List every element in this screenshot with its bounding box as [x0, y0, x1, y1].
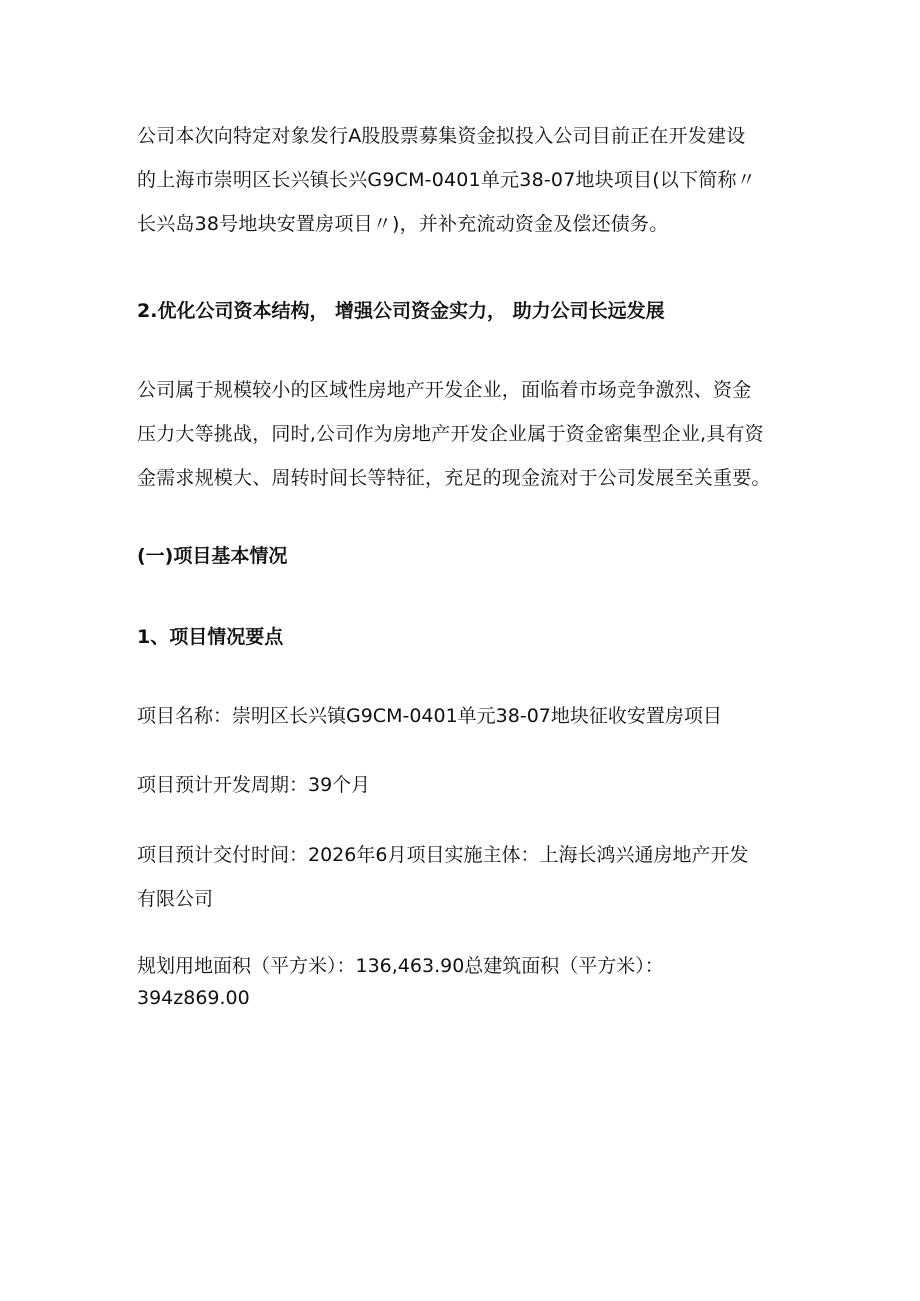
field-project-name: 项目名称：崇明区长兴镇G9CM-0401单元38-07地块征收安置房项目 — [137, 705, 722, 727]
text-line: 压力大等挑战，同时,公司作为房地产开发企业属于资金密集型企业,具有资 — [137, 423, 764, 445]
paragraph-fundraising-purpose — [137, 114, 797, 246]
text-line: 项目预计交付时间：2026年6月项目实施主体：上海长鸿兴通房地产开发 — [137, 844, 749, 866]
text-line: 长兴岛38号地块安置房项目〃)，并补充流动资金及偿还债务。 — [137, 213, 669, 235]
text-line: 公司本次向特定对象发行A股股票募集资金拟投入公司目前正在开发建设 — [137, 125, 746, 147]
heading-capital-structure: 2.优化公司资本结构， 增强公司资金实力， 助力公司长远发展 — [137, 300, 665, 322]
text-line: 394z869.00 — [137, 987, 250, 1009]
text-line: 规划用地面积（平方米）：136,463.90总建筑面积（平方米）： — [137, 955, 664, 977]
text-line: 公司属于规模较小的区域性房地产开发企业，面临着市场竞争激烈、资金 — [137, 379, 752, 401]
heading-project-basics: (一)项目基本情况 — [137, 545, 288, 567]
text-line: 的上海市崇明区长兴镇长兴G9CM-0401单元38-07地块项目(以下简称〃 — [137, 169, 756, 191]
field-dev-period: 项目预计开发周期：39个月 — [137, 774, 371, 796]
text-line: 金需求规模大、周转时间长等特征，充足的现金流对于公司发展至关重要。 — [137, 467, 771, 489]
paragraph-company-situation — [137, 368, 797, 500]
heading-project-key-points: 1、项目情况要点 — [137, 626, 284, 648]
text-line: 有限公司 — [137, 888, 214, 910]
field-area — [137, 950, 817, 1014]
field-delivery-and-entity — [137, 833, 817, 921]
